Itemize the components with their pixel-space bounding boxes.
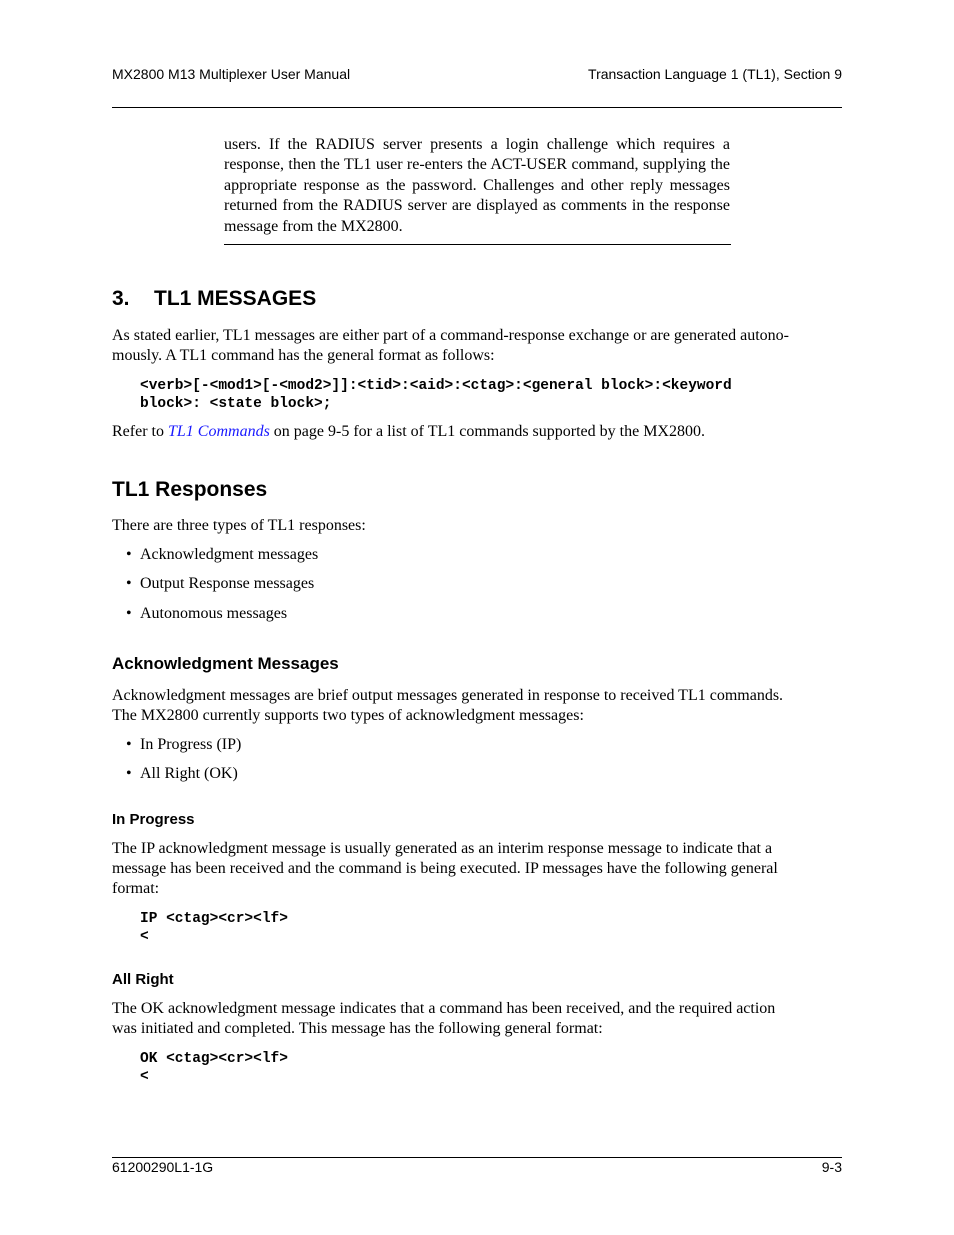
ack-heading: Acknowledgment Messages	[112, 654, 339, 673]
list-item	[126, 605, 287, 623]
ack-line2: The MX2800 currently supports two types of acknowledgment messages:	[112, 707, 584, 724]
section-title: TL1 MESSAGES	[154, 287, 317, 310]
in-progress-line1: The IP acknowledgment message is usually generated as an interim response message to indicate that a	[112, 840, 773, 857]
bullet-icon: •	[126, 765, 132, 782]
list-item-label: All Right (OK)	[140, 765, 238, 782]
all-right-line1: The OK acknowledgment message indicates that a command has been received, and the required action	[112, 1000, 776, 1017]
list-item	[126, 736, 241, 754]
all-right-line2: was initiated and completed. This message has the following general format:	[112, 1020, 603, 1037]
command-format-line2: block>: <state block>;	[140, 396, 332, 412]
bullet-icon: •	[126, 736, 132, 753]
running-header-right: Transaction Language 1 (TL1), Section 9	[588, 66, 842, 82]
in-progress-line2: message has been received and the command is being executed. IP messages have the following general	[112, 860, 778, 877]
ok-format-line1: OK <ctag><cr><lf>	[140, 1051, 288, 1067]
list-item	[126, 575, 314, 593]
ip-format-line1: IP <ctag><cr><lf>	[140, 911, 288, 927]
ok-format-line2: <	[140, 1069, 149, 1085]
in-progress-heading: In Progress	[112, 811, 195, 828]
section-number: 3.	[112, 287, 130, 310]
ack-line1: Acknowledgment messages are brief output messages generated in response to received TL1 commands.	[112, 687, 784, 704]
bullet-icon: •	[126, 546, 132, 563]
footer-page-number: 9-3	[821, 1159, 842, 1175]
footer-left: 61200290L1-1G	[112, 1159, 214, 1175]
note-rule	[224, 244, 731, 245]
list-item-label: Autonomous messages	[140, 605, 288, 622]
header-rule	[112, 107, 842, 108]
in-progress-line3: format:	[112, 880, 160, 897]
footer-rule	[112, 1157, 842, 1158]
list-item-label: Output Response messages	[140, 575, 315, 592]
ip-format-line2: <	[140, 929, 149, 945]
running-header-left: MX2800 M13 Multiplexer User Manual	[112, 66, 351, 82]
section-intro-line2: mously. A TL1 command has the general format as follows:	[112, 347, 495, 364]
responses-intro: There are three types of TL1 responses:	[112, 517, 366, 534]
command-format-line1: <verb>[-<mod1>[-<mod2>]]:<tid>:<aid>:<ctag>:<general block>:<keyword	[140, 378, 732, 394]
list-item	[126, 765, 238, 783]
responses-heading: TL1 Responses	[112, 478, 268, 501]
refer-suffix: on page 9-5 for a list of TL1 commands supported by the MX2800.	[269, 423, 705, 440]
list-item-label: In Progress (IP)	[140, 736, 242, 753]
list-item	[126, 546, 318, 564]
tl1-commands-link[interactable]: TL1 Commands	[167, 423, 270, 440]
bullet-icon: •	[126, 605, 132, 622]
all-right-heading: All Right	[112, 971, 174, 988]
list-item-label: Acknowledgment messages	[140, 546, 319, 563]
section-intro-line1: As stated earlier, TL1 messages are either part of a command-response exchange or are generated autono-	[112, 327, 789, 344]
section-heading	[112, 287, 316, 311]
refer-paragraph	[112, 422, 842, 442]
note-text: users. If the RADIUS server presents a login challenge which requires a response, then the TL1 user re-enters the ACT-USER command, supplying the appropriate response as the password. Challenges and other reply messages returned from the RADIUS server are displayed as comments in the response message from the MX2800.	[224, 136, 730, 235]
bullet-icon: •	[126, 575, 132, 592]
refer-prefix: Refer to	[112, 423, 168, 440]
